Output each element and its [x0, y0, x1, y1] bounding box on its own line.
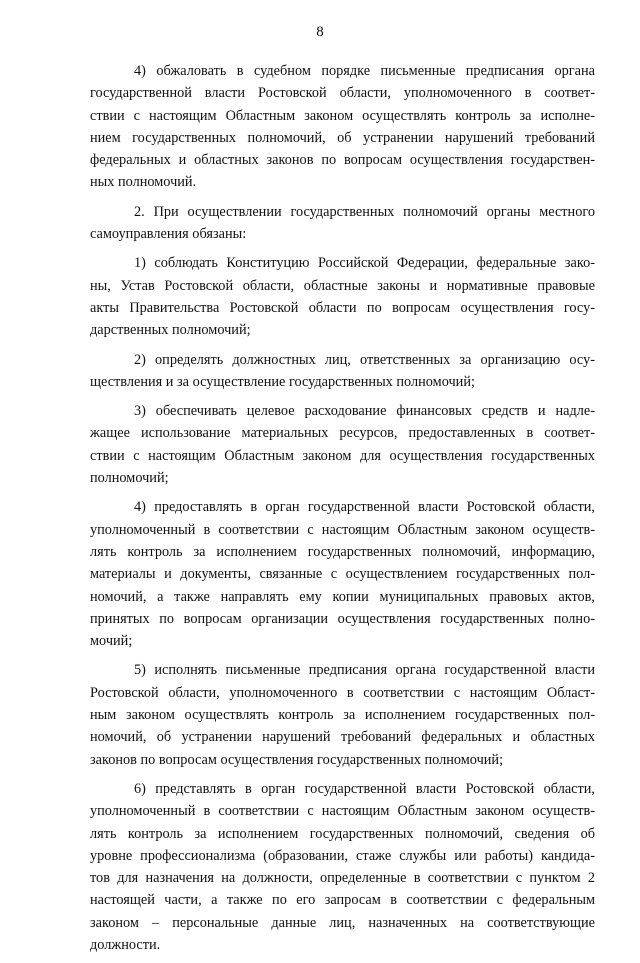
text-line: ных полномочий.: [90, 174, 197, 191]
text-line: лять контроль за исполнением государственных полномочий, информацию,: [90, 543, 595, 560]
text-line: лять контроль за исполнением государственных полномочий, сведения об: [90, 825, 595, 842]
text-line: федеральных и областных законов по вопросам осуществления государствен-: [90, 152, 595, 169]
text-line: 6) представлять в орган государственной власти Ростовской области,: [134, 780, 595, 797]
text-line: уполномоченный в соответствии с настоящим Областным законом осуществ-: [90, 521, 595, 538]
text-line: 5) исполнять письменные предписания органа государственной власти: [134, 662, 595, 679]
text-line: уполномоченный в соответствии с настоящим Областным законом осуществ-: [90, 803, 595, 820]
page-number: 8: [316, 24, 324, 40]
paragraph: [90, 659, 595, 770]
text-line: настоящей части, а также по его запросам в соответствии с федеральным: [90, 892, 595, 909]
text-line: 4) обжаловать в судебном порядке письменные предписания органа: [134, 63, 595, 79]
text-line: номочий, об устранении нарушений требований федеральных и областных: [90, 729, 595, 746]
text-line: тов для назначения на должности, определенные в соответствии с пунктом 2: [90, 870, 595, 887]
text-line: 2. При осуществлении государственных полномочий органы местного: [134, 203, 595, 220]
text-line: законом – персональные данные лиц, назначенных на соответствующие: [90, 914, 595, 931]
text-line: принятых по вопросам организации осуществления государственных полно-: [90, 610, 595, 627]
paragraph: [90, 201, 595, 246]
text-line: акты Правительства Ростовской области по вопросам осуществления госу-: [90, 299, 595, 316]
text-line: уровне профессионализма (образовании, стаже службы или работы) кандида-: [90, 847, 595, 864]
text-line: 2) определять должностных лиц, ответственных за организацию осу-: [134, 351, 595, 368]
text-line: 1) соблюдать Конституцию Российской Федерации, федеральные зако-: [134, 255, 595, 272]
text-line: дарственных полномочий;: [90, 322, 251, 339]
text-line: ным законом осуществлять контроль за исполнением государственных пол-: [90, 707, 595, 724]
paragraph: [90, 252, 595, 341]
document-body: [90, 60, 595, 963]
text-line: ны, Устав Ростовской области, областные законы и нормативные правовые: [90, 277, 595, 294]
text-line: Ростовской области, уполномоченного в соответствии с настоящим Област-: [90, 684, 595, 701]
paragraph: [90, 349, 595, 394]
text-line: ствии с настоящим Областным законом осуществлять контроль за исполне-: [90, 107, 595, 124]
text-line: нием государственных полномочий, об устранении нарушений требований: [90, 129, 595, 146]
text-line: полномочий;: [90, 470, 169, 487]
paragraph: [90, 60, 595, 194]
text-line: законов по вопросам осуществления государственных полномочий;: [90, 751, 504, 768]
text-line: мочий;: [90, 633, 133, 650]
text-line: ствии с настоящим Областным законом для осуществления государственных: [90, 447, 595, 464]
text-line: должности.: [90, 936, 161, 953]
text-line: государственной власти Ростовской области, уполномоченного в соответ-: [90, 85, 595, 102]
text-line: жащее использование материальных ресурсов, предоставленных в соответ-: [90, 425, 595, 442]
text-line: 4) предоставлять в орган государственной власти Ростовской области,: [134, 499, 595, 516]
text-line: материалы и документы, связанные с осуществлением государственных пол-: [90, 566, 595, 583]
paragraph: [90, 400, 595, 489]
text-line: самоуправления обязаны:: [90, 226, 247, 243]
paragraph: [90, 778, 595, 956]
text-line: номочий, а также направлять ему копии муниципальных правовых актов,: [90, 588, 595, 605]
text-line: 3) обеспечивать целевое расходование финансовых средств и надле-: [134, 403, 595, 420]
text-line: ществления и за осуществление государственных полномочий;: [90, 373, 475, 390]
paragraph: [90, 496, 595, 652]
